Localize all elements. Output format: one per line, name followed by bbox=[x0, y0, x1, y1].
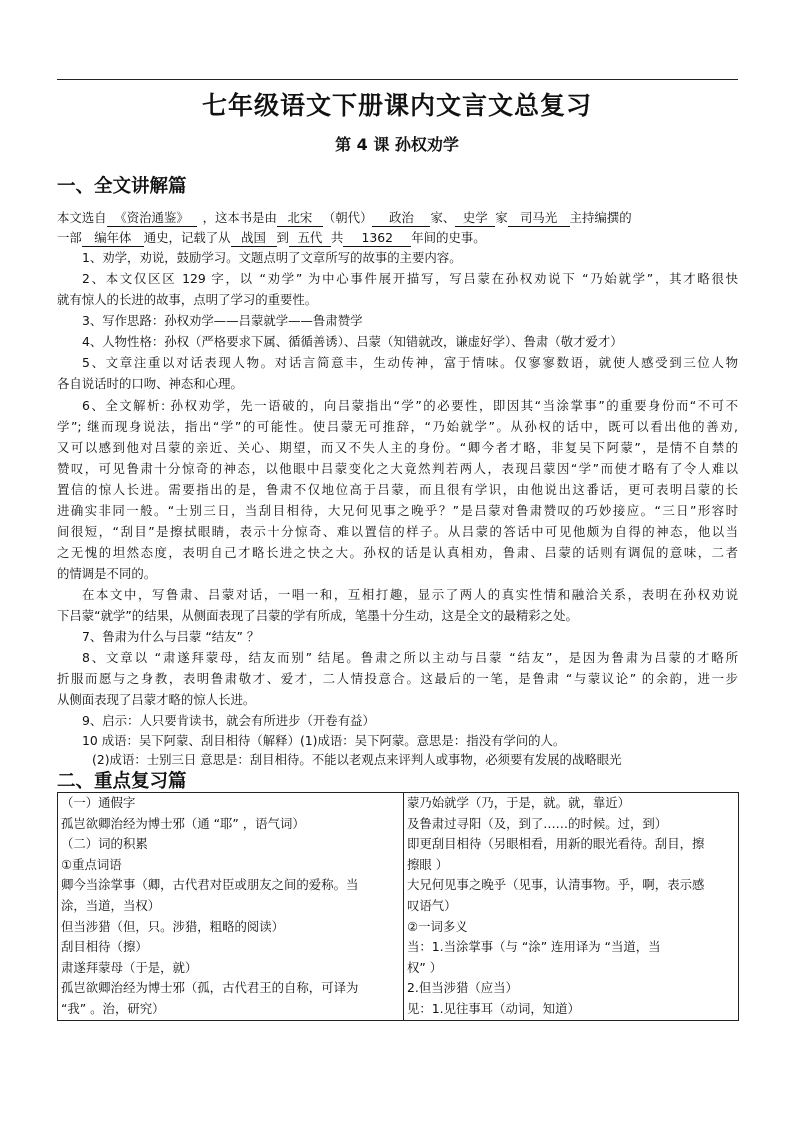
review-right-line: 当：1.当涂掌事（与 “涂” 连用译为 “当道，当 bbox=[407, 939, 661, 955]
point-2-line-2: 就有惊人的长进的故事，点明了学习的重要性。 bbox=[57, 292, 318, 307]
review-right-line: 叹语气） bbox=[407, 897, 457, 913]
document-title: 七年级语文下册课内文言文总复习 bbox=[201, 91, 592, 120]
blank-title-1: 政治 bbox=[372, 210, 430, 227]
point-6-line: 又可以感到他对吕蒙的亲近、关心、期望，而又不失人主的身份。“卿今者才略，非复吴下阿蒙”，是情不自禁的 bbox=[57, 440, 738, 455]
review-right-line: 擦眼 ） bbox=[407, 856, 449, 872]
section-1-heading: 一、全文讲解篇 bbox=[57, 176, 187, 197]
review-left-line: 卿今当涂掌事（卿，古代君对臣或朋友之间的爱称。当 bbox=[61, 877, 359, 893]
review-left-line: 肃遂拜蒙母（于是，就） bbox=[61, 959, 198, 975]
point-9: 9、启示：人只要肯读书，就会有所进步（开卷有益） bbox=[82, 713, 375, 728]
review-left-line: （一）通假字 bbox=[61, 795, 136, 810]
point-6-line: 学”; 继而现身说法，指出“学”的可能性。使吕蒙无可推辞，“乃始就学”。从孙权的话中，既可以看出他的善劝, bbox=[57, 419, 738, 434]
review-right-line: 见：1.见往事耳（动词，知道） bbox=[407, 1000, 580, 1016]
intro-line-1: 本文选自 《资治通鉴》 ，这本书是由 北宋 （朝代） 政治 家、 史学 家 司马光 主持编撰的 bbox=[57, 210, 632, 225]
blank-from: 战国 bbox=[231, 230, 277, 247]
blank-title-2: 史学 bbox=[455, 210, 495, 227]
blank-style: 编年体 bbox=[82, 230, 144, 247]
review-right-line: 即更刮目相待（另眼相看，用新的眼光看待。刮目，擦 bbox=[407, 836, 705, 852]
lesson-subtitle: 第 4 课 孙权劝学 bbox=[335, 135, 459, 154]
intro-line-2: 一部 编年体 通史，记载了从 战国 到 五代 共 1362 年间的史事。 bbox=[57, 230, 486, 245]
review-left-column bbox=[58, 793, 404, 1021]
point-1: 1、劝学，劝说，鼓励学习。文题点明了文章所写的故事的主要内容。 bbox=[82, 250, 462, 265]
section-2-heading: 二、重点复习篇 bbox=[57, 771, 187, 792]
point-8-line: 折服而愿与之身教，表明鲁肃敬才、爱才，二人情投意合。这最后的一笔，是鲁肃 “与蒙议论” 的余韵，进一步 bbox=[57, 671, 738, 686]
point-6-line: 进确实非同一般。“士别三日，当刮目相待，大兄何见事之晚乎？”是吕蒙对鲁肃赞叹的巧妙接应。“三日”形容时 bbox=[57, 503, 738, 518]
header-rule bbox=[57, 79, 738, 80]
review-left-line: 孤岂欲卿治经为博士邪（通 “耶” ，语气词） bbox=[61, 815, 305, 831]
blank-years: 1362 bbox=[343, 230, 411, 247]
review-left-line: （二）词的积累 bbox=[61, 836, 148, 852]
review-left-line: 涂，当道，当权） bbox=[61, 897, 161, 913]
review-left-line: 刮目相待（擦） bbox=[61, 939, 148, 955]
point-5-line-1: 5、文章注重以对话表现人物。对话言简意丰，生动传神，富于情味。仅寥寥数语，就使人感受到三位人物 bbox=[82, 355, 738, 370]
blank-author: 司马光 bbox=[508, 210, 570, 227]
review-right-line: 及鲁肃过寻阳（及，到了……的时候。过，到） bbox=[407, 815, 668, 831]
review-left-line: 但当涉猎（但，只。涉猎，粗略的阅读） bbox=[61, 918, 285, 934]
review-table bbox=[57, 792, 739, 1021]
point-7: 7、鲁肃为什么与吕蒙 “结友” ？ bbox=[82, 629, 260, 644]
point-6-line: 的情调是不同的。 bbox=[57, 566, 157, 581]
point-6-line: 置信的惊人长进。需要指出的是，鲁肃不仅地位高于吕蒙，而且很有学识，由他说出这番话，更可表明吕蒙的长 bbox=[57, 482, 738, 497]
point-5-line-2: 各自说话时的口吻、神态和心理。 bbox=[57, 376, 243, 391]
review-right-line: 蒙乃始就学（乃，于是，就。就，靠近） bbox=[407, 795, 631, 810]
review-right-line: 权” ） bbox=[407, 959, 443, 975]
point-3: 3、写作思路：孙权劝学——吕蒙就学——鲁肃赞学 bbox=[82, 313, 363, 328]
review-right-line: 大兄何见事之晚乎（见事，认清事物。乎，啊，表示感 bbox=[407, 877, 705, 893]
point-8-line: 8、文章以 “肃遂拜蒙母，结友而别” 结尾。鲁肃之所以主动与吕蒙 “结友”，是因为鲁肃为吕蒙的才略所 bbox=[82, 650, 738, 665]
point-6-line: 间很短，“刮目”是擦拭眼睛，表示十分惊奇、难以置信的样子。从吕蒙的答话中可见他颇为自得的神态，他以当 bbox=[57, 524, 738, 539]
review-right-column bbox=[404, 793, 739, 1021]
point-6-conclusion-line: 下吕蒙“就学”的结果，从侧面表现了吕蒙的学有所成，笔墨十分生动，这是全文的最精彩之处。 bbox=[57, 608, 578, 623]
review-right-line: 2.但当涉猎（应当） bbox=[407, 980, 518, 996]
blank-dynasty: 北宋 bbox=[277, 210, 323, 227]
point-10-line-1: 10 成语：吴下阿蒙、刮目相待（解释）(1)成语：吴下阿蒙。意思是：指没有学问的人。 bbox=[82, 733, 566, 748]
point-6-line: 6、全文解析: 孙权劝学，先一语破的，向吕蒙指出“学”的必要性，即因其“当涂掌事”的重要身份而“不可不 bbox=[82, 398, 738, 413]
blank-book: 《资治通鉴》 bbox=[107, 210, 197, 227]
point-6-line: 赞叹，可见鲁肃十分惊奇的神态，以他眼中吕蒙变化之大竟然判若两人，表现吕蒙因“学”而使才略有了令人难以 bbox=[57, 461, 738, 476]
point-6-line: 之无愧的坦然态度，表明自己才略长进之快之大。孙权的话是认真相劝，鲁肃、吕蒙的话则有调侃的意味，二者 bbox=[57, 545, 738, 560]
point-8-line: 从侧面表现了吕蒙才略的惊人长进。 bbox=[57, 692, 256, 707]
point-6-conclusion-line: 在本文中，写鲁肃、吕蒙对话，一唱一和，互相打趣，显示了两人的真实性情和融洽关系，表明在孙权劝说 bbox=[82, 587, 738, 602]
point-2-line-1: 2、本文仅区区 129 字，以 “劝学” 为中心事件展开描写，写吕蒙在孙权劝说下 “乃始就学”，其才略很快 bbox=[82, 271, 738, 286]
review-left-line: ①重点词语 bbox=[61, 856, 122, 872]
blank-to: 五代 bbox=[289, 230, 331, 247]
review-left-line: 孤岂欲卿治经为博士邪（孤，古代君王的自称，可译为 bbox=[61, 980, 359, 996]
review-right-line: ②一词多义 bbox=[407, 918, 468, 934]
point-10-line-2: (2)成语：士别三日 意思是：刮目相待。不能以老观点来评判人或事物，必须要有发展的战略眼光 bbox=[92, 752, 622, 767]
review-left-line: “我” 。治，研究） bbox=[61, 1000, 165, 1016]
point-4: 4、人物性格：孙权（严格要求下属、循循善诱）、吕蒙（知错就改，谦虚好学）、鲁肃（敬才爱才） bbox=[82, 334, 623, 349]
